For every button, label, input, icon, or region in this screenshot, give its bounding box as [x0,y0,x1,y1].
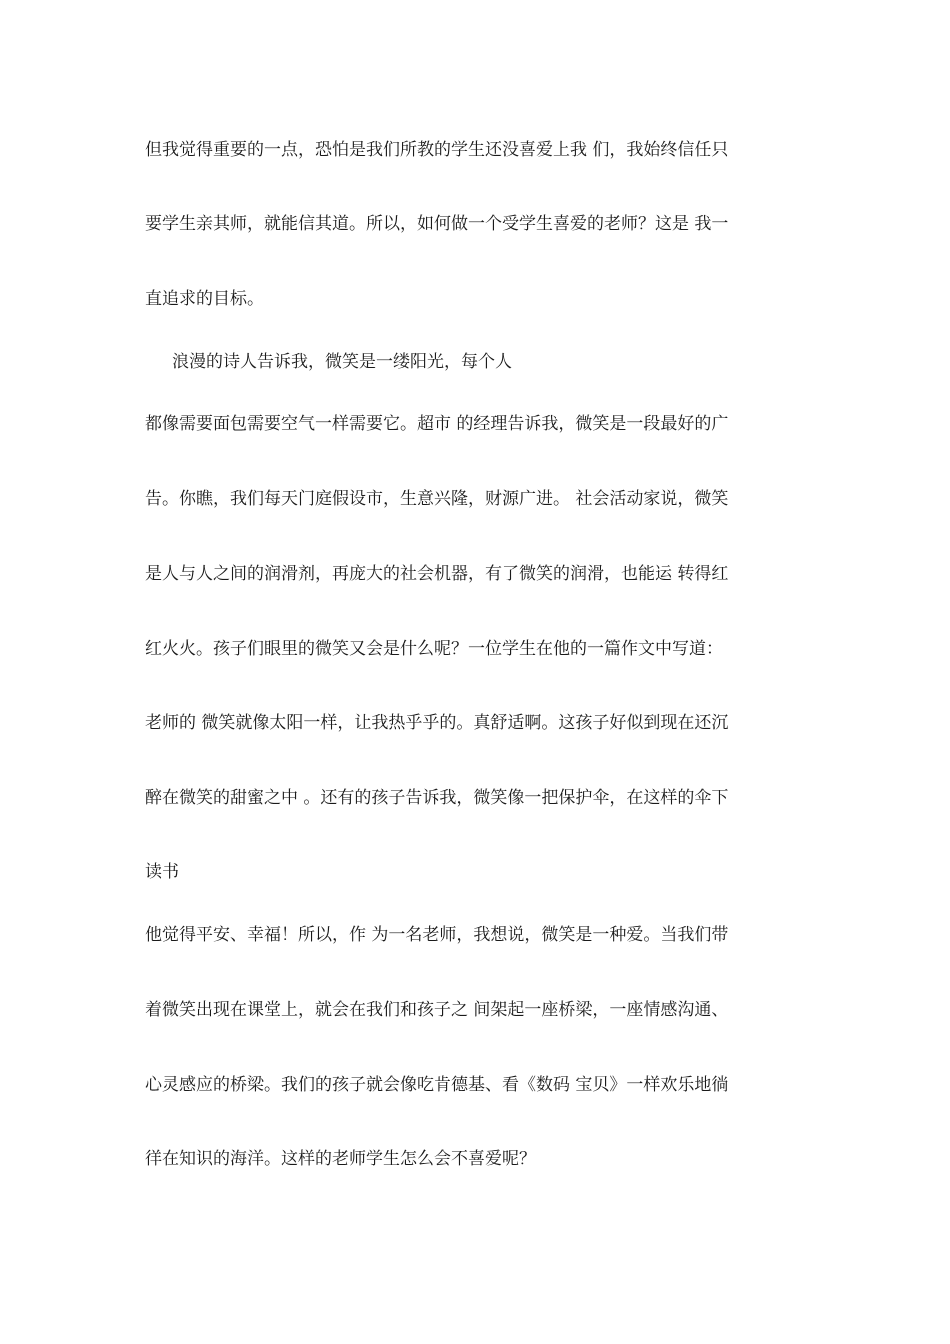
text-line-7: 是人与人之间的润滑剂，再庞大的社会机器，有了微笑的润滑，也能运 转得红 [145,564,729,584]
text-line-13: 着微笑出现在课堂上，就会在我们和孩子之 间架起一座桥梁，一座情感沟通、 [145,1000,729,1020]
text-line-1: 但我觉得重要的一点，恐怕是我们所教的学生还没喜爱上我 们，我始终信任只 [145,140,729,160]
text-line-11: 读书 [145,862,179,882]
text-line-14: 心灵感应的桥梁。我们的孩子就会像吃肯德基、看《数码 宝贝》一样欢乐地徜 [145,1075,729,1095]
text-line-8: 红火火。孩子们眼里的微笑又会是什么呢？一位学生在他的一篇作文中写道： [145,639,723,659]
text-line-5: 都像需要面包需要空气一样需要它。超市 的经理告诉我，微笑是一段最好的广 [145,414,729,434]
text-line-2: 要学生亲其师，就能信其道。所以，如何做一个受学生喜爱的老师？这是 我一 [145,214,729,234]
text-line-3: 直追求的目标。 [145,289,264,309]
text-line-4: 浪漫的诗人告诉我，微笑是一缕阳光，每个人 [172,352,512,372]
text-line-12: 他觉得平安、幸福！所以，作 为一名老师，我想说，微笑是一种爱。当我们带 [145,925,729,945]
text-line-15: 徉在知识的海洋。这样的老师学生怎么会不喜爱呢？ [145,1149,536,1169]
text-line-10: 醉在微笑的甜蜜之中 。还有的孩子告诉我，微笑像一把保护伞，在这样的伞下 [145,788,729,808]
text-line-9: 老师的 微笑就像太阳一样，让我热乎乎的。真舒适啊。这孩子好似到现在还沉 [145,713,729,733]
text-line-6: 告。你瞧，我们每天门庭假设市，生意兴隆，财源广进。 社会活动家说，微笑 [145,489,729,509]
